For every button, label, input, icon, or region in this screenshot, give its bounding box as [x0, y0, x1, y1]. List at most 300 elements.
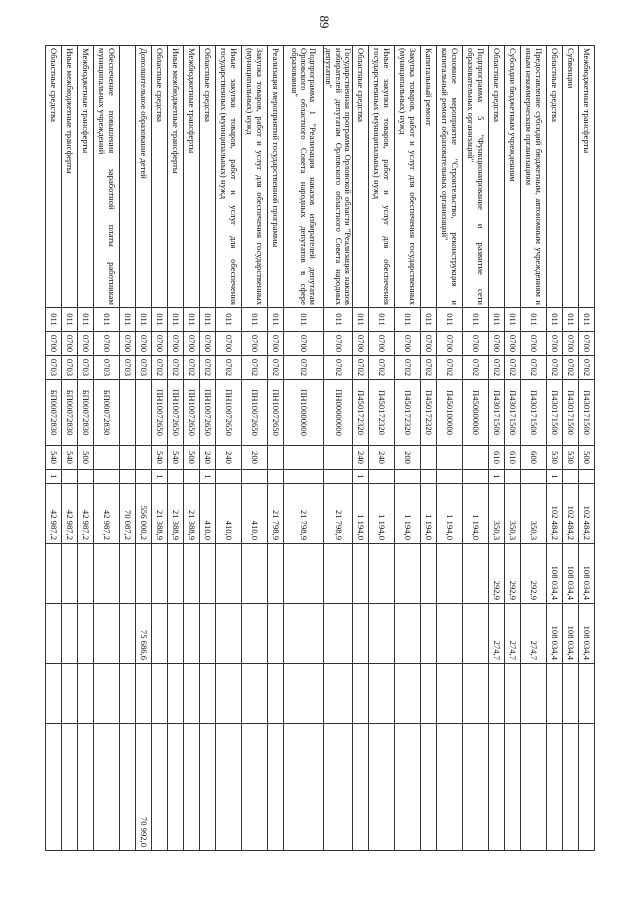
cell-source-flag [421, 470, 437, 484]
cell-expense-type: 500 [77, 446, 93, 470]
cell-source-flag [167, 470, 183, 484]
cell-expense-type: 240 [353, 446, 369, 470]
cell-amount-4 [183, 664, 199, 724]
cell-amount-2 [135, 544, 151, 604]
cell-target-article: ПН10072650 [183, 380, 199, 446]
cell-source-flag [563, 470, 579, 484]
cell-section-code: 0700 [421, 332, 437, 356]
cell-expense-type: 600 [521, 446, 547, 470]
cell-amount-1: 21 798,9 [283, 484, 323, 544]
cell-amount-4 [119, 664, 135, 724]
cell-amount-4 [167, 664, 183, 724]
cell-expense-type: 540 [45, 446, 61, 470]
cell-expense-type: 530 [563, 446, 579, 470]
cell-section-code: 0700 [241, 332, 267, 356]
cell-amount-4 [421, 664, 437, 724]
cell-amount-1: 42 987,2 [61, 484, 77, 544]
cell-amount-2 [323, 544, 352, 604]
cell-source-flag [61, 470, 77, 484]
cell-section-code: 0700 [119, 332, 135, 356]
cell-section-code: 0700 [151, 332, 167, 356]
page-number: 89 [317, 15, 332, 29]
cell-amount-4 [395, 664, 421, 724]
cell-name: Дополнительное образование детей [135, 46, 151, 308]
table-row [167, 46, 183, 851]
cell-grbs-code: 011 [353, 308, 369, 332]
table-row [283, 46, 323, 851]
cell-section-code: 0700 [45, 332, 61, 356]
cell-subsection-code: 0702 [421, 356, 437, 380]
cell-expense-type: 540 [61, 446, 77, 470]
cell-amount-4 [283, 664, 323, 724]
cell-subsection-code: 0702 [241, 356, 267, 380]
cell-amount-1: 410,0 [241, 484, 267, 544]
cell-source-flag: 1 [199, 470, 215, 484]
cell-name: Областные средства [45, 46, 61, 308]
cell-expense-type [135, 446, 151, 470]
cell-amount-2 [199, 544, 215, 604]
cell-amount-4 [505, 664, 521, 724]
cell-amount-2 [183, 544, 199, 604]
cell-target-article: ПН00000000 [323, 380, 352, 446]
cell-subsection-code: 0702 [521, 356, 547, 380]
cell-subsection-code: 0702 [547, 356, 563, 380]
cell-subsection-code: 0702 [323, 356, 352, 380]
cell-subsection-code: 0702 [463, 356, 489, 380]
cell-amount-5 [421, 724, 437, 851]
cell-target-article: П430171500 [505, 380, 521, 446]
cell-amount-5 [93, 724, 119, 851]
cell-amount-5 [61, 724, 77, 851]
cell-amount-3 [183, 604, 199, 664]
cell-section-code: 0700 [353, 332, 369, 356]
cell-amount-1: 1 194,0 [395, 484, 421, 544]
cell-amount-2: 108 034,4 [579, 544, 595, 604]
cell-source-flag [241, 470, 267, 484]
cell-amount-5 [437, 724, 463, 851]
cell-amount-1: 556 000,2 [135, 484, 151, 544]
cell-expense-type [323, 446, 352, 470]
cell-amount-5 [183, 724, 199, 851]
cell-subsection-code: 0702 [395, 356, 421, 380]
cell-grbs-code: 011 [93, 308, 119, 332]
cell-expense-type [93, 446, 119, 470]
cell-grbs-code: 011 [119, 308, 135, 332]
cell-subsection-code: 0702 [199, 356, 215, 380]
cell-amount-5: 70 992,0 [135, 724, 151, 851]
cell-grbs-code: 011 [283, 308, 323, 332]
cell-amount-3 [267, 604, 283, 664]
cell-grbs-code: 011 [135, 308, 151, 332]
cell-amount-1: 42 987,2 [45, 484, 61, 544]
cell-source-flag [463, 470, 489, 484]
cell-subsection-code: 0703 [119, 356, 135, 380]
table-row [563, 46, 579, 851]
cell-source-flag [135, 470, 151, 484]
cell-amount-5 [323, 724, 352, 851]
cell-amount-4 [489, 664, 505, 724]
cell-target-article: П430171500 [563, 380, 579, 446]
cell-amount-3: 108 034,4 [563, 604, 579, 664]
cell-source-flag [369, 470, 395, 484]
cell-amount-1: 350,3 [505, 484, 521, 544]
cell-section-code: 0700 [505, 332, 521, 356]
cell-name: Реализация мероприятий государственной программы [267, 46, 283, 308]
cell-amount-4 [215, 664, 241, 724]
cell-name: Областные средства [199, 46, 215, 308]
rotated-table-frame [48, 45, 595, 850]
cell-name: Закупка товаров, работ и услуг для обеспечения государственных (муниципальных) нужд [241, 46, 267, 308]
cell-grbs-code: 011 [437, 308, 463, 332]
cell-expense-type [119, 446, 135, 470]
cell-amount-2: 108 034,4 [547, 544, 563, 604]
cell-subsection-code: 0703 [61, 356, 77, 380]
cell-name: Основное мероприятие "Строительство, реконструкция и капитальный ремонт образовательных организаций" [437, 46, 463, 308]
cell-amount-1: 1 194,0 [463, 484, 489, 544]
cell-amount-4 [547, 664, 563, 724]
cell-amount-1: 1 194,0 [421, 484, 437, 544]
cell-amount-2 [369, 544, 395, 604]
cell-amount-5 [199, 724, 215, 851]
cell-source-flag [183, 470, 199, 484]
table-body [45, 46, 594, 851]
cell-name: Межбюджетные трансферты [183, 46, 199, 308]
cell-source-flag: 1 [489, 470, 505, 484]
cell-amount-2 [167, 544, 183, 604]
cell-subsection-code: 0702 [167, 356, 183, 380]
cell-expense-type: 530 [547, 446, 563, 470]
cell-amount-3 [395, 604, 421, 664]
cell-name: Закупка товаров, работ и услуг для обеспечения государственных (муниципальных) нужд [395, 46, 421, 308]
cell-amount-2 [93, 544, 119, 604]
cell-amount-2 [151, 544, 167, 604]
cell-source-flag [579, 470, 595, 484]
cell-amount-5 [489, 724, 505, 851]
cell-amount-1: 21 388,9 [151, 484, 167, 544]
cell-amount-5 [77, 724, 93, 851]
cell-amount-2 [241, 544, 267, 604]
cell-target-article: БП00072830 [93, 380, 119, 446]
cell-name: Межбюджетные трансферты [77, 46, 93, 308]
cell-amount-4 [267, 664, 283, 724]
cell-section-code: 0700 [167, 332, 183, 356]
cell-source-flag [283, 470, 323, 484]
table-row [463, 46, 489, 851]
table-row [437, 46, 463, 851]
cell-subsection-code: 0703 [93, 356, 119, 380]
cell-grbs-code: 011 [151, 308, 167, 332]
table-row [395, 46, 421, 851]
cell-grbs-code: 011 [167, 308, 183, 332]
cell-amount-5 [547, 724, 563, 851]
cell-grbs-code: 011 [563, 308, 579, 332]
cell-section-code: 0700 [61, 332, 77, 356]
cell-source-flag [77, 470, 93, 484]
cell-grbs-code: 011 [323, 308, 352, 332]
cell-amount-1: 410,0 [199, 484, 215, 544]
cell-section-code: 0700 [183, 332, 199, 356]
cell-amount-3 [323, 604, 352, 664]
cell-amount-4 [369, 664, 395, 724]
table-row [151, 46, 167, 851]
cell-target-article: БП00072830 [61, 380, 77, 446]
cell-source-flag [93, 470, 119, 484]
cell-amount-3 [353, 604, 369, 664]
cell-amount-4 [241, 664, 267, 724]
cell-amount-5 [521, 724, 547, 851]
cell-source-flag [215, 470, 241, 484]
cell-amount-3 [77, 604, 93, 664]
table-row [183, 46, 199, 851]
cell-expense-type: 540 [167, 446, 183, 470]
cell-amount-1: 350,3 [521, 484, 547, 544]
cell-target-article: П450172320 [353, 380, 369, 446]
cell-amount-3: 108 034,4 [547, 604, 563, 664]
cell-section-code: 0700 [463, 332, 489, 356]
cell-name: Субсидии бюджетным учреждениям [505, 46, 521, 308]
table-row [77, 46, 93, 851]
cell-expense-type [437, 446, 463, 470]
cell-amount-1: 1 194,0 [353, 484, 369, 544]
cell-name: Областные средства [547, 46, 563, 308]
cell-grbs-code: 011 [241, 308, 267, 332]
cell-amount-5 [369, 724, 395, 851]
cell-name: Капитальный ремонт [421, 46, 437, 308]
cell-amount-4 [563, 664, 579, 724]
cell-amount-3 [437, 604, 463, 664]
cell-source-flag [395, 470, 421, 484]
cell-amount-3 [93, 604, 119, 664]
cell-amount-5 [119, 724, 135, 851]
cell-section-code: 0700 [77, 332, 93, 356]
cell-amount-3 [199, 604, 215, 664]
cell-amount-1: 410,0 [215, 484, 241, 544]
cell-subsection-code: 0702 [579, 356, 595, 380]
cell-source-flag [521, 470, 547, 484]
table-row [135, 46, 151, 851]
cell-amount-5 [353, 724, 369, 851]
cell-expense-type: 240 [199, 446, 215, 470]
cell-amount-1: 42 987,2 [93, 484, 119, 544]
cell-expense-type: 200 [241, 446, 267, 470]
cell-source-flag: 1 [45, 470, 61, 484]
cell-amount-1: 21 798,9 [267, 484, 283, 544]
cell-grbs-code: 011 [521, 308, 547, 332]
cell-target-article: П450000000 [463, 380, 489, 446]
cell-subsection-code: 0703 [45, 356, 61, 380]
cell-name: Подпрограмма 5 "Функционирование и развитие сети образовательных организаций" [463, 46, 489, 308]
cell-name: Областные средства [489, 46, 505, 308]
cell-amount-5 [505, 724, 521, 851]
table-row [421, 46, 437, 851]
cell-amount-5 [45, 724, 61, 851]
table-row [521, 46, 547, 851]
cell-subsection-code: 0702 [369, 356, 395, 380]
cell-subsection-code: 0703 [77, 356, 93, 380]
cell-amount-3 [61, 604, 77, 664]
cell-target-article: ПН10072650 [151, 380, 167, 446]
cell-expense-type: 200 [395, 446, 421, 470]
cell-expense-type [421, 446, 437, 470]
table-row [489, 46, 505, 851]
cell-grbs-code: 011 [547, 308, 563, 332]
cell-grbs-code: 011 [505, 308, 521, 332]
cell-name: Межбюджетные трансферты [579, 46, 595, 308]
cell-subsection-code: 0702 [505, 356, 521, 380]
cell-subsection-code: 0702 [437, 356, 463, 380]
cell-source-flag: 1 [151, 470, 167, 484]
cell-subsection-code: 0702 [151, 356, 167, 380]
cell-amount-4 [323, 664, 352, 724]
cell-amount-4 [135, 664, 151, 724]
cell-amount-2 [45, 544, 61, 604]
cell-section-code: 0700 [267, 332, 283, 356]
cell-name: Областные средства [353, 46, 369, 308]
cell-target-article: БП00072830 [45, 380, 61, 446]
cell-amount-5 [463, 724, 489, 851]
cell-amount-3 [241, 604, 267, 664]
cell-grbs-code: 011 [489, 308, 505, 332]
budget-table [45, 45, 595, 851]
cell-grbs-code: 011 [215, 308, 241, 332]
cell-grbs-code: 011 [463, 308, 489, 332]
cell-expense-type: 610 [505, 446, 521, 470]
cell-amount-5 [267, 724, 283, 851]
cell-amount-4 [151, 664, 167, 724]
cell-target-article: ПН10072650 [267, 380, 283, 446]
cell-target-article: П430171500 [579, 380, 595, 446]
cell-source-flag: 1 [547, 470, 563, 484]
cell-amount-2: 292,9 [521, 544, 547, 604]
cell-amount-1: 102 484,2 [579, 484, 595, 544]
cell-amount-1: 21 388,9 [183, 484, 199, 544]
cell-amount-3 [119, 604, 135, 664]
cell-amount-5 [167, 724, 183, 851]
cell-amount-2 [283, 544, 323, 604]
cell-grbs-code: 011 [77, 308, 93, 332]
cell-grbs-code: 011 [369, 308, 395, 332]
cell-target-article: П450172320 [421, 380, 437, 446]
cell-name: Иные закупки товаров, работ и услуг для обеспечения государственных (муниципальных) нужд [215, 46, 241, 308]
cell-grbs-code: 011 [395, 308, 421, 332]
cell-source-flag [505, 470, 521, 484]
cell-grbs-code: 011 [267, 308, 283, 332]
cell-target-article: П450172320 [369, 380, 395, 446]
table-row [353, 46, 369, 851]
cell-expense-type [267, 446, 283, 470]
table-row [547, 46, 563, 851]
cell-subsection-code: 0702 [215, 356, 241, 380]
table-row [45, 46, 61, 851]
table-row [61, 46, 77, 851]
cell-amount-4 [61, 664, 77, 724]
table-row [579, 46, 595, 851]
cell-amount-2 [119, 544, 135, 604]
cell-name: Государственная программа Орловской области "Реализация наказов избирателей депутатам Орловского областного Совета народных депутатов" [323, 46, 352, 308]
cell-subsection-code: 0702 [353, 356, 369, 380]
cell-grbs-code: 011 [183, 308, 199, 332]
cell-amount-2 [463, 544, 489, 604]
cell-amount-4 [45, 664, 61, 724]
cell-section-code: 0700 [215, 332, 241, 356]
cell-amount-2 [353, 544, 369, 604]
table-row [323, 46, 352, 851]
cell-amount-2 [421, 544, 437, 604]
cell-amount-2 [215, 544, 241, 604]
cell-amount-5 [241, 724, 267, 851]
cell-section-code: 0700 [563, 332, 579, 356]
table-row [369, 46, 395, 851]
cell-amount-5 [563, 724, 579, 851]
cell-amount-2: 292,9 [489, 544, 505, 604]
cell-amount-3 [463, 604, 489, 664]
cell-amount-3 [283, 604, 323, 664]
cell-name: Иные межбюджетные трансферты [61, 46, 77, 308]
table-row [199, 46, 215, 851]
cell-amount-4 [579, 664, 595, 724]
cell-subsection-code: 0702 [267, 356, 283, 380]
cell-expense-type: 240 [215, 446, 241, 470]
cell-name: Иные закупки товаров, работ и услуг для обеспечения государственных (муниципальных) нужд [369, 46, 395, 308]
cell-section-code: 0700 [283, 332, 323, 356]
cell-amount-2: 108 034,4 [563, 544, 579, 604]
cell-amount-1: 1 194,0 [437, 484, 463, 544]
cell-target-article: ПН10072650 [215, 380, 241, 446]
cell-grbs-code: 011 [579, 308, 595, 332]
cell-amount-3 [151, 604, 167, 664]
cell-amount-1: 102 484,2 [547, 484, 563, 544]
cell-section-code: 0700 [437, 332, 463, 356]
cell-source-flag [437, 470, 463, 484]
cell-amount-2 [77, 544, 93, 604]
cell-amount-3: 75 686,6 [135, 604, 151, 664]
cell-target-article: ПН10072650 [199, 380, 215, 446]
cell-amount-4 [521, 664, 547, 724]
cell-section-code: 0700 [521, 332, 547, 356]
cell-amount-3 [215, 604, 241, 664]
cell-amount-1: 102 484,2 [563, 484, 579, 544]
cell-name: Субвенции [563, 46, 579, 308]
cell-amount-4 [463, 664, 489, 724]
cell-section-code: 0700 [369, 332, 395, 356]
cell-amount-3 [167, 604, 183, 664]
cell-grbs-code: 011 [61, 308, 77, 332]
table-row [93, 46, 119, 851]
cell-target-article: П430171500 [521, 380, 547, 446]
cell-section-code: 0700 [199, 332, 215, 356]
cell-amount-3 [369, 604, 395, 664]
cell-amount-5 [283, 724, 323, 851]
cell-target-article: П430171500 [547, 380, 563, 446]
cell-target-article: П430171500 [489, 380, 505, 446]
cell-expense-type: 500 [579, 446, 595, 470]
cell-target-article: ПН10072650 [167, 380, 183, 446]
cell-expense-type: 240 [369, 446, 395, 470]
cell-source-flag: 1 [353, 470, 369, 484]
cell-section-code: 0700 [395, 332, 421, 356]
table-row [505, 46, 521, 851]
cell-amount-1: 350,3 [489, 484, 505, 544]
cell-amount-4 [77, 664, 93, 724]
cell-source-flag [119, 470, 135, 484]
cell-subsection-code: 0702 [283, 356, 323, 380]
cell-amount-3 [45, 604, 61, 664]
cell-target-article: П450172320 [395, 380, 421, 446]
cell-amount-5 [579, 724, 595, 851]
cell-source-flag [323, 470, 352, 484]
cell-amount-5 [151, 724, 167, 851]
cell-target-article [135, 380, 151, 446]
